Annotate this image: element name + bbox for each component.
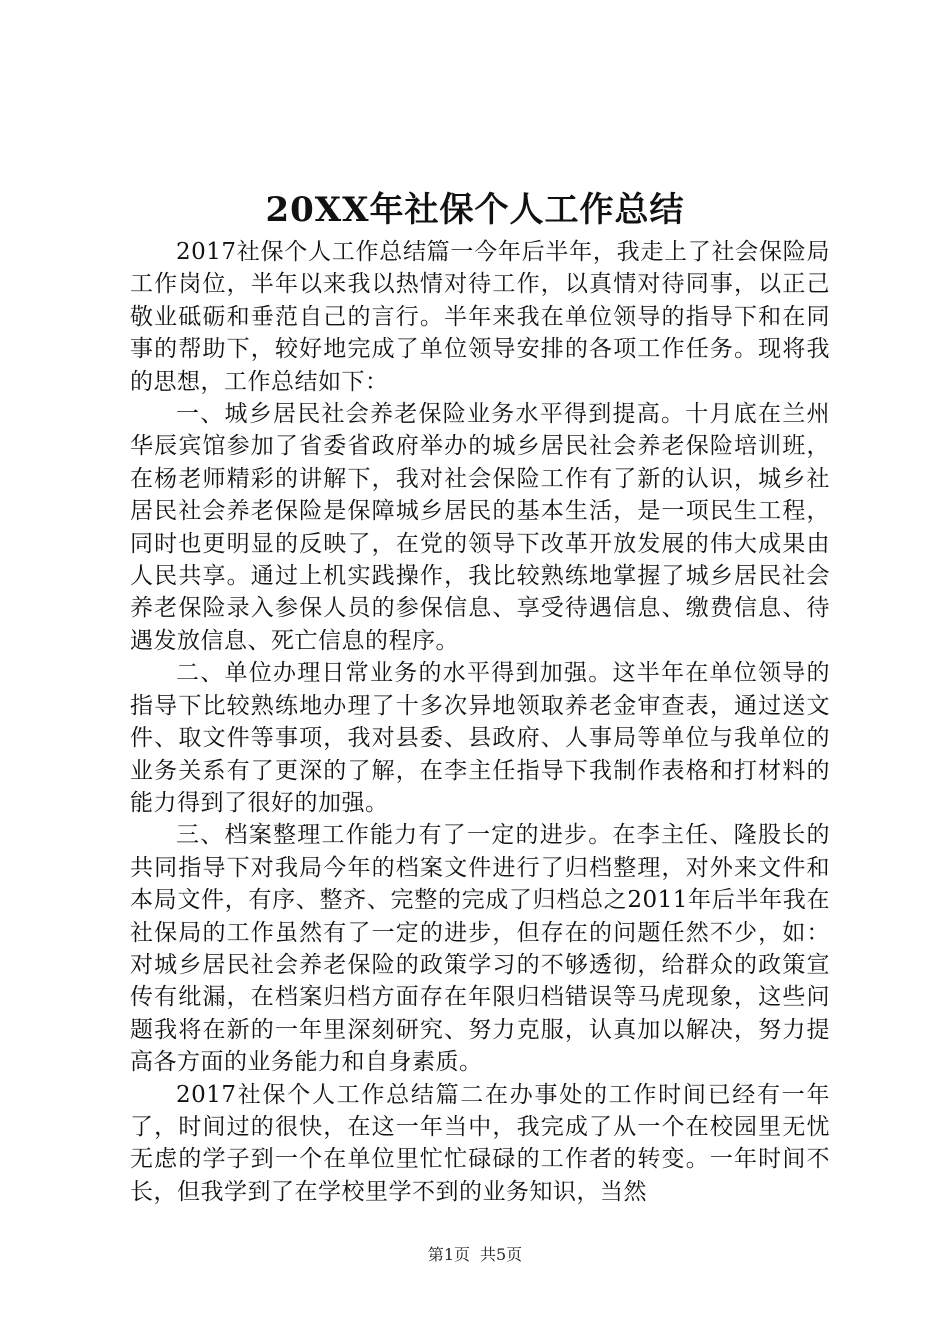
paragraph: 2017社保个人工作总结篇一今年后半年，我走上了社会保险局工作岗位，半年以来我以热情对待工作，以真情对待同事，以正己敬业砥砺和垂范自己的言行。半年来我在单位领导的指导下和在同事的帮助下，较好地完成了单位领导安排的各项工作任务。现将我的思想，工作总结如下： xyxy=(130,239,830,395)
document-title: 20XX年社保个人工作总结 xyxy=(265,190,685,230)
paragraph: 2017社保个人工作总结篇二在办事处的工作时间已经有一年了，时间过的很快，在这一年当中，我完成了从一个在校园里无忧无虑的学子到一个在单位里忙忙碌碌的工作者的转变。一年时间不长，但我学到了在学校里学不到的业务知识，当然 xyxy=(130,1081,830,1205)
page-footer xyxy=(0,1244,950,1266)
paragraph: 一、城乡居民社会养老保险业务水平得到提高。十月底在兰州华辰宾馆参加了省委省政府举办的城乡居民社会养老保险培训班，在杨老师精彩的讲解下，我对社会保险工作有了新的认识，城乡社居民社会养老保险是保障城乡居民的基本生活，是一项民生工程，同时也更明显的反映了，在党的领导下改革开放发展的伟大成果由人民共享。通过上机实践操作，我比较熟练地掌握了城乡居民社会养老保险录入参保人员的参保信息、享受待遇信息、缴费信息、待遇发放信息、死亡信息的程序。 xyxy=(130,401,830,654)
page-total: 共5页 xyxy=(480,1245,523,1264)
paragraph: 三、档案整理工作能力有了一定的进步。在李主任、隆股长的共同指导下对我局今年的档案文件进行了归档整理，对外来文件和本局文件，有序、整齐、完整的完成了归档总之2011年后半年我在社保局的工作虽然有了一定的进步，但存在的问题任然不少，如：对城乡居民社会养老保险的政策学习的不够透彻，给群众的政策宣传有纰漏，在档案归档方面存在年限归档错误等马虎现象，这些问题我将在新的一年里深刻研究、努力克服，认真加以解决，努力提高各方面的业务能力和自身素质。 xyxy=(130,822,830,1076)
page-number: 第1页 xyxy=(427,1245,470,1264)
document-body xyxy=(130,236,830,1208)
paragraph: 二、单位办理日常业务的水平得到加强。这半年在单位领导的指导下比较熟练地办理了十多次异地领取养老金审查表，通过送文件、取文件等事项，我对县委、县政府、人事局等单位与我单位的业务关系有了更深的了解，在李主任指导下我制作表格和打材料的能力得到了很好的加强。 xyxy=(130,660,830,816)
